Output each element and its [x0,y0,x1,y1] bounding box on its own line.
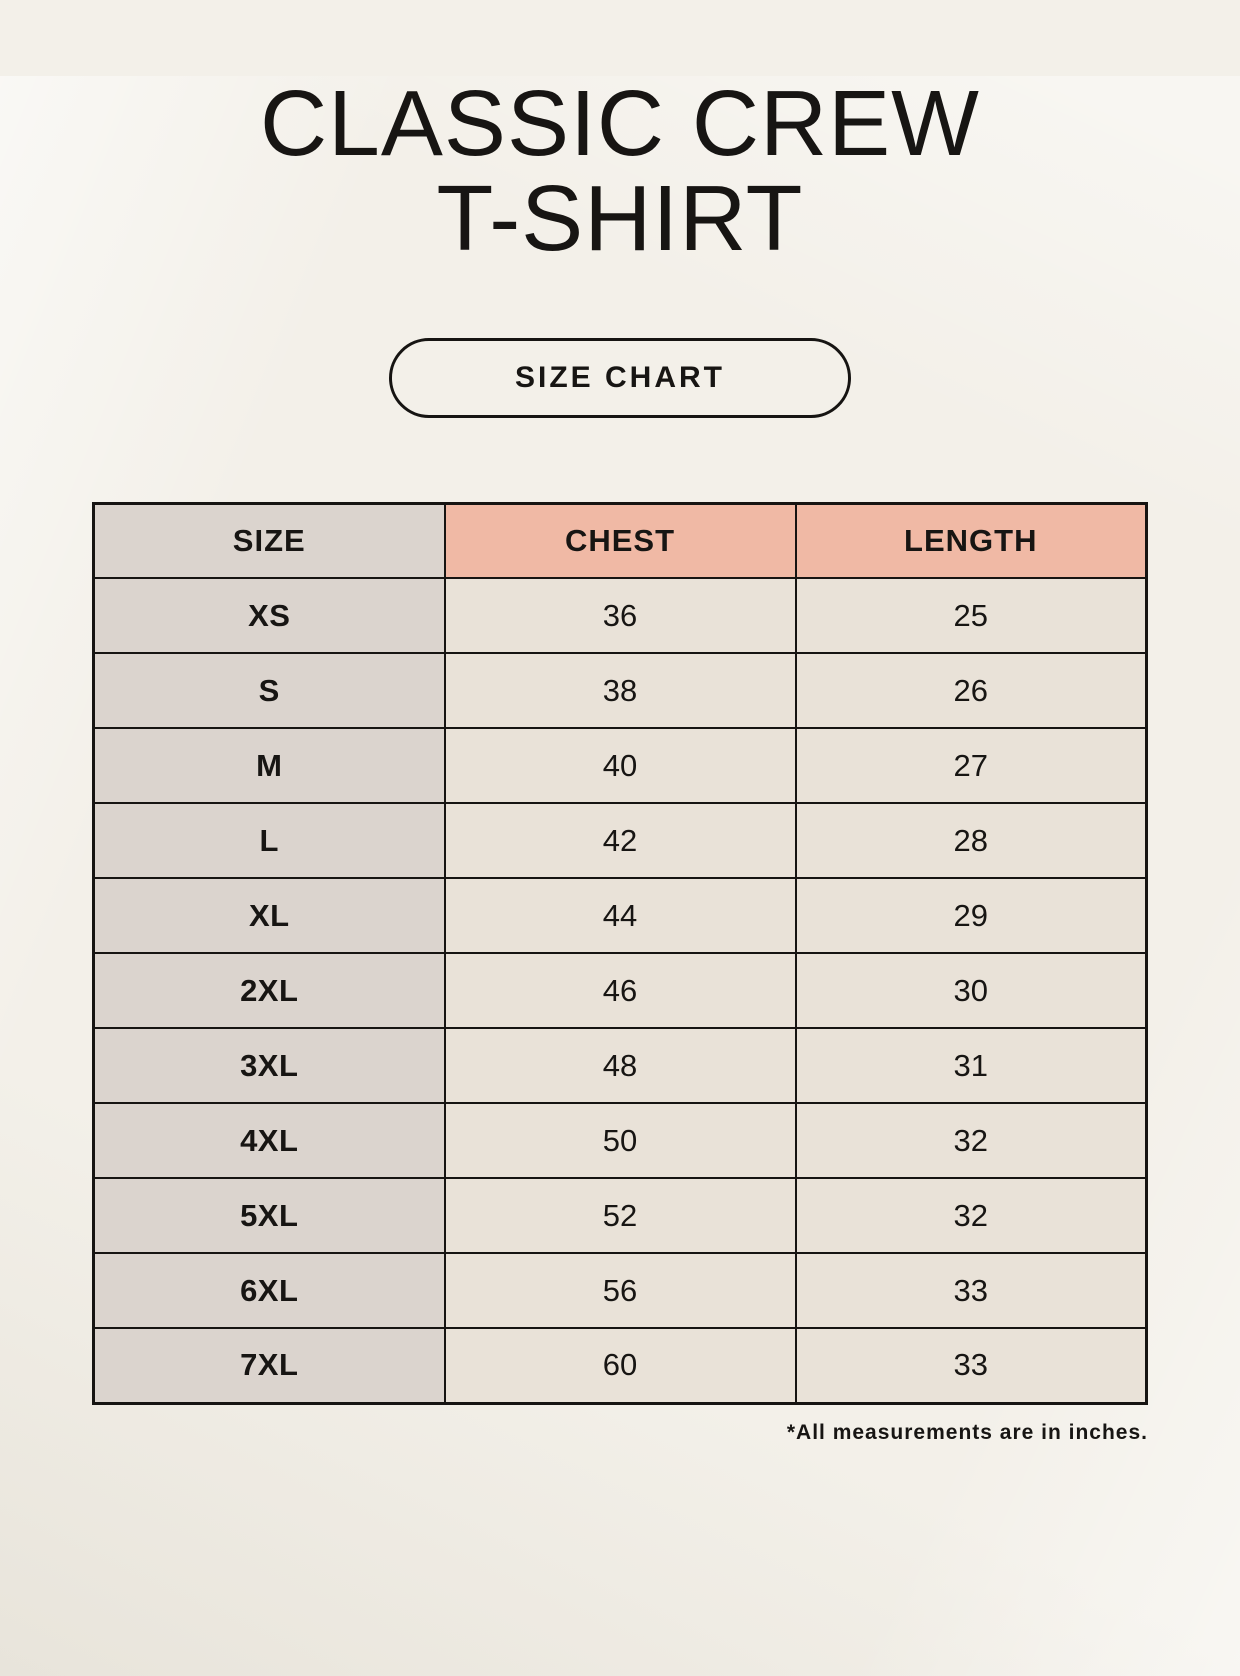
chest-cell: 48 [445,1028,796,1103]
size-table [92,502,1148,1405]
size-cell: 2XL [94,953,445,1028]
column-header-chest: CHEST [445,503,796,578]
size-cell: S [94,653,445,728]
page-title-line-1: CLASSIC CREW [260,71,980,175]
size-cell: L [94,803,445,878]
size-cell: 7XL [94,1328,445,1403]
size-cell: XS [94,578,445,653]
size-table-container [92,502,1148,1405]
size-cell: 4XL [94,1103,445,1178]
length-cell: 31 [796,1028,1147,1103]
size-cell: M [94,728,445,803]
table-row [94,578,1147,653]
length-cell: 26 [796,653,1147,728]
page-title-line-2: T-SHIRT [436,165,804,270]
length-cell: 25 [796,578,1147,653]
table-row [94,878,1147,953]
length-cell: 32 [796,1178,1147,1253]
length-cell: 32 [796,1103,1147,1178]
size-cell: 5XL [94,1178,445,1253]
length-cell: 29 [796,878,1147,953]
size-chart-button-label: SIZE CHART [515,360,725,394]
table-row [94,1103,1147,1178]
chest-cell: 38 [445,653,796,728]
table-header-row [94,503,1147,578]
chest-cell: 40 [445,728,796,803]
chest-cell: 46 [445,953,796,1028]
column-header-length: LENGTH [796,503,1147,578]
chest-cell: 36 [445,578,796,653]
size-cell: XL [94,878,445,953]
length-cell: 28 [796,803,1147,878]
size-chart-button[interactable] [389,338,851,418]
table-row [94,953,1147,1028]
chest-cell: 52 [445,1178,796,1253]
chest-cell: 50 [445,1103,796,1178]
length-cell: 30 [796,953,1147,1028]
length-cell: 33 [796,1328,1147,1403]
size-chart-page [0,71,1240,1676]
column-header-size: SIZE [94,503,445,578]
chest-cell: 56 [445,1253,796,1328]
chest-cell: 44 [445,878,796,953]
page-title [0,71,1240,270]
table-row [94,1253,1147,1328]
table-row [94,653,1147,728]
chest-cell: 42 [445,803,796,878]
length-cell: 27 [796,728,1147,803]
table-row [94,1028,1147,1103]
table-row [94,728,1147,803]
table-row [94,1328,1147,1403]
size-cell: 6XL [94,1253,445,1328]
table-row [94,1178,1147,1253]
table-row [94,803,1147,878]
measurement-footnote: *All measurements are in inches. [786,1420,1148,1444]
chest-cell: 60 [445,1328,796,1403]
length-cell: 33 [796,1253,1147,1328]
size-cell: 3XL [94,1028,445,1103]
